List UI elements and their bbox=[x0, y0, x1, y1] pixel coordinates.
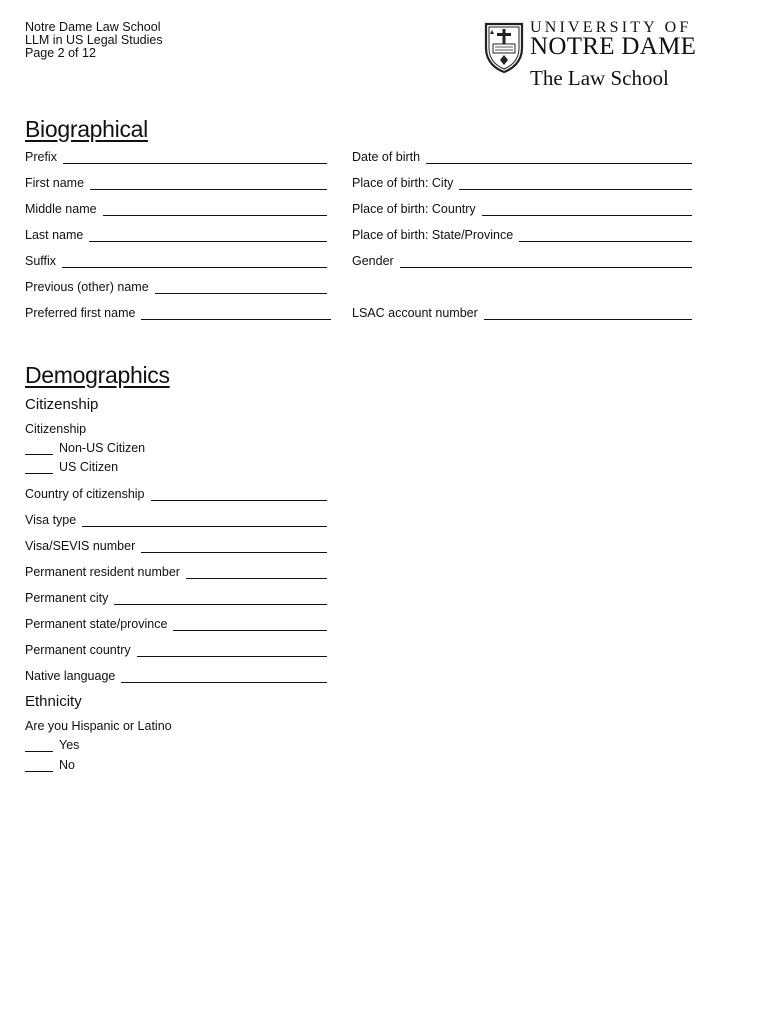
input-line[interactable] bbox=[90, 177, 327, 190]
prefix-field[interactable] bbox=[25, 150, 327, 164]
input-line[interactable] bbox=[141, 307, 331, 320]
input-line[interactable] bbox=[121, 670, 327, 683]
option-blank[interactable] bbox=[25, 461, 53, 474]
logo-law-school-text: The Law School bbox=[530, 66, 669, 90]
header-school: Notre Dame Law School bbox=[25, 20, 161, 34]
field-label: Gender bbox=[352, 254, 394, 268]
field-label: Native language bbox=[25, 669, 116, 683]
input-line[interactable] bbox=[82, 514, 327, 527]
native-language-field[interactable] bbox=[25, 669, 327, 683]
demographics-heading: Demographics bbox=[25, 362, 170, 388]
input-line[interactable] bbox=[186, 566, 327, 579]
option-blank[interactable] bbox=[25, 739, 53, 752]
citizenship-heading: Citizenship bbox=[25, 396, 99, 413]
option-blank[interactable] bbox=[25, 442, 53, 455]
hispanic-no-option[interactable] bbox=[25, 758, 75, 772]
input-line[interactable] bbox=[89, 229, 327, 242]
input-line[interactable] bbox=[426, 151, 692, 164]
option-blank[interactable] bbox=[25, 759, 53, 772]
option-label: Non-US Citizen bbox=[59, 441, 146, 455]
field-label: Date of birth bbox=[352, 150, 421, 164]
field-label: Middle name bbox=[25, 202, 97, 216]
date-of-birth-field[interactable] bbox=[352, 150, 692, 164]
input-line[interactable] bbox=[155, 281, 327, 294]
field-label: LSAC account number bbox=[352, 306, 478, 320]
input-line[interactable] bbox=[484, 307, 692, 320]
hispanic-yes-option[interactable] bbox=[25, 738, 79, 752]
non-us-citizen-option[interactable] bbox=[25, 441, 145, 455]
input-line[interactable] bbox=[62, 255, 327, 268]
permanent-country-field[interactable] bbox=[25, 643, 327, 657]
first-name-field[interactable] bbox=[25, 176, 327, 190]
permanent-state-field[interactable] bbox=[25, 617, 327, 631]
field-label: Place of birth: Country bbox=[352, 202, 476, 216]
input-line[interactable] bbox=[114, 592, 327, 605]
field-label: Visa/SEVIS number bbox=[25, 539, 136, 553]
input-line[interactable] bbox=[173, 618, 327, 631]
field-label: Place of birth: State/Province bbox=[352, 228, 514, 242]
permanent-resident-number-field[interactable] bbox=[25, 565, 327, 579]
input-line[interactable] bbox=[151, 488, 327, 501]
notre-dame-shield-icon bbox=[484, 22, 524, 74]
gender-field[interactable] bbox=[352, 254, 692, 268]
middle-name-field[interactable] bbox=[25, 202, 327, 216]
option-label: No bbox=[59, 758, 75, 772]
ethnicity-heading: Ethnicity bbox=[25, 693, 82, 710]
field-label: Prefix bbox=[25, 150, 57, 164]
previous-name-field[interactable] bbox=[25, 280, 327, 294]
input-line[interactable] bbox=[459, 177, 692, 190]
preferred-first-name-field[interactable] bbox=[25, 306, 331, 320]
input-line[interactable] bbox=[519, 229, 692, 242]
birth-country-field[interactable] bbox=[352, 202, 692, 216]
field-label: Country of citizenship bbox=[25, 487, 145, 501]
citizenship-question: Citizenship bbox=[25, 422, 87, 436]
option-label: US Citizen bbox=[59, 460, 119, 474]
country-of-citizenship-field[interactable] bbox=[25, 487, 327, 501]
us-citizen-option[interactable] bbox=[25, 460, 118, 474]
input-line[interactable] bbox=[137, 644, 327, 657]
field-label: Preferred first name bbox=[25, 306, 136, 320]
header-page-number: Page 2 of 12 bbox=[25, 46, 96, 60]
suffix-field[interactable] bbox=[25, 254, 327, 268]
visa-type-field[interactable] bbox=[25, 513, 327, 527]
field-label: Place of birth: City bbox=[352, 176, 454, 190]
logo-university-text: UNIVERSITY OF bbox=[530, 19, 692, 36]
visa-sevis-number-field[interactable] bbox=[25, 539, 327, 553]
last-name-field[interactable] bbox=[25, 228, 327, 242]
birth-state-field[interactable] bbox=[352, 228, 692, 242]
field-label: Permanent state/province bbox=[25, 617, 168, 631]
field-label: First name bbox=[25, 176, 85, 190]
lsac-account-field[interactable] bbox=[352, 306, 692, 320]
field-label: Permanent country bbox=[25, 643, 131, 657]
field-label: Previous (other) name bbox=[25, 280, 149, 294]
input-line[interactable] bbox=[141, 540, 327, 553]
logo-notre-dame-text: NOTRE DAME bbox=[530, 33, 697, 60]
birth-city-field[interactable] bbox=[352, 176, 692, 190]
option-label: Yes bbox=[59, 738, 80, 752]
field-label: Permanent resident number bbox=[25, 565, 180, 579]
ethnicity-question: Are you Hispanic or Latino bbox=[25, 719, 172, 733]
field-label: Visa type bbox=[25, 513, 77, 527]
input-line[interactable] bbox=[400, 255, 692, 268]
input-line[interactable] bbox=[63, 151, 327, 164]
biographical-heading: Biographical bbox=[25, 116, 148, 142]
input-line[interactable] bbox=[482, 203, 692, 216]
input-line[interactable] bbox=[103, 203, 327, 216]
permanent-city-field[interactable] bbox=[25, 591, 327, 605]
field-label: Last name bbox=[25, 228, 84, 242]
header-program: LLM in US Legal Studies bbox=[25, 33, 163, 47]
field-label: Permanent city bbox=[25, 591, 109, 605]
field-label: Suffix bbox=[25, 254, 57, 268]
